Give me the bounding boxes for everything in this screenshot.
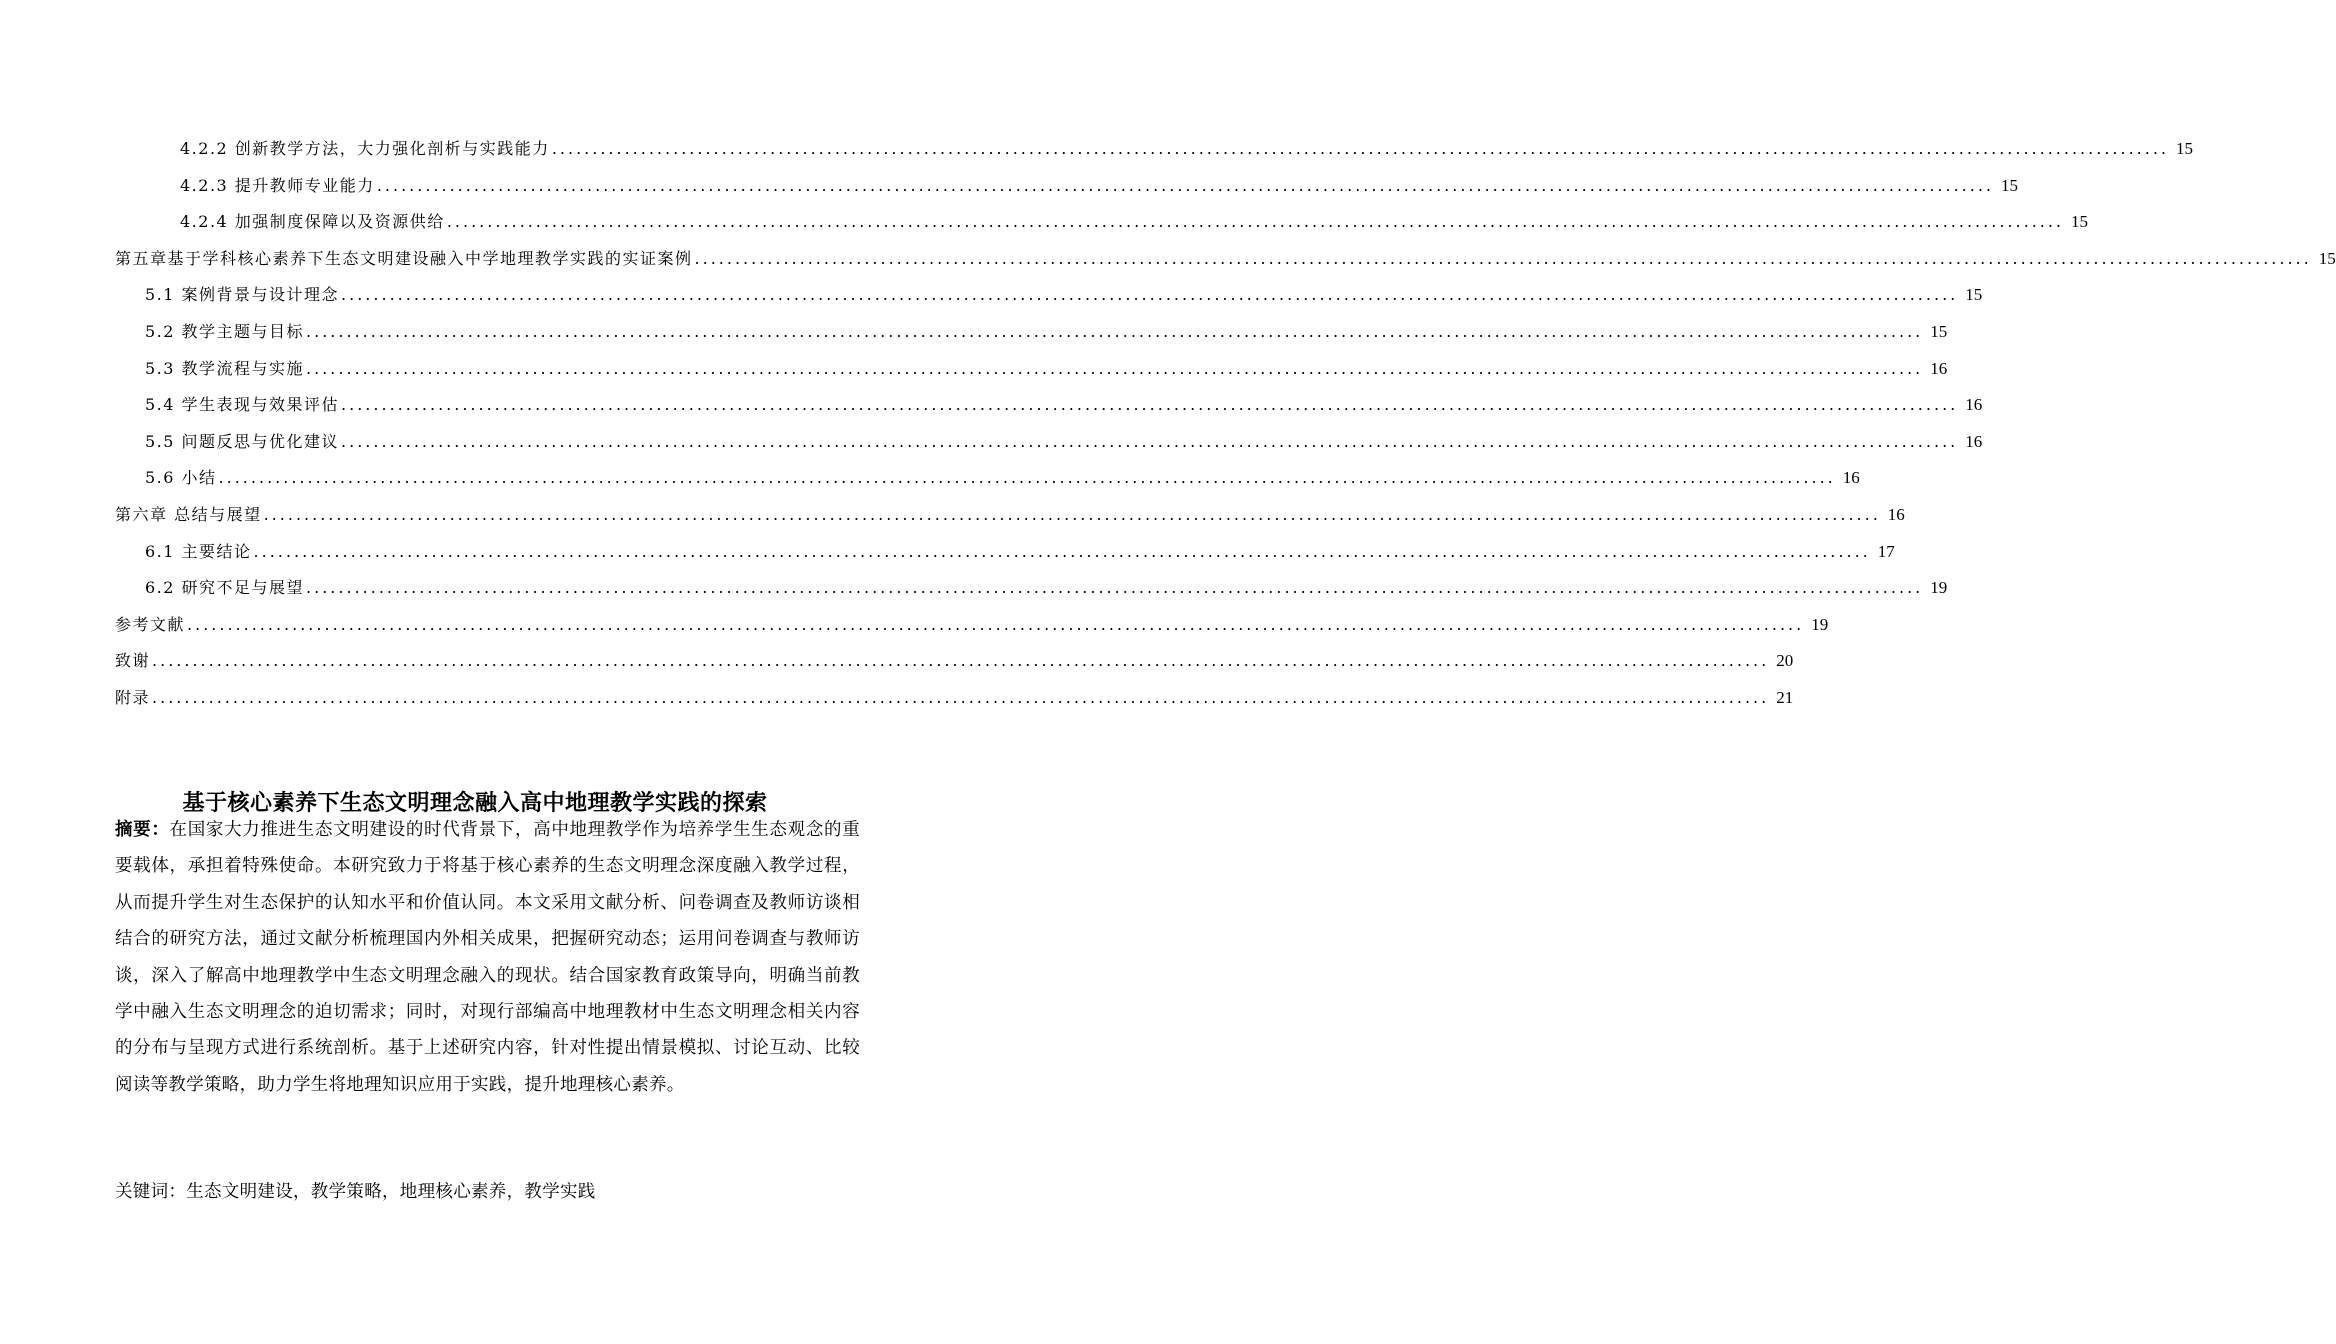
keywords-text: 生态文明建设，教学策略，地理核心素养，教学实践	[186, 1182, 596, 1202]
toc-entry-label: 5.4 学生表现与效果评估	[145, 395, 340, 415]
toc-entry-page-number: 16	[1965, 395, 1983, 415]
toc-leader-dots: ........................................................................................................................................................................................................	[218, 468, 1836, 488]
toc-entry-page-number: 20	[1776, 651, 1794, 671]
toc-entry[interactable]	[145, 539, 1895, 565]
toc-entry-label: 附录	[115, 688, 151, 707]
toc-leader-dots: ........................................................................................................................................................................................................	[694, 248, 2312, 268]
toc-entry-label: 4.2.3 提升教师专业能力	[180, 175, 375, 195]
toc-entry-page-number: 15	[2318, 248, 2336, 268]
toc-entry-label: 5.5 问题反思与优化建议	[145, 431, 340, 451]
toc-entry-label: 5.2 教学主题与目标	[145, 322, 305, 341]
toc-leader-dots: ........................................................................................................................................................................................................	[306, 322, 1924, 341]
toc-entry[interactable]	[115, 246, 2336, 272]
toc-entry-label: 4.2.4 加强制度保障以及资源供给	[180, 212, 445, 232]
toc-leader-dots: ........................................................................................................................................................................................................	[341, 431, 1959, 451]
toc-entry-label: 5.1 案例背景与设计理念	[145, 285, 340, 305]
toc-entry-label: 6.1 主要结论	[145, 541, 252, 561]
abstract-paragraph	[115, 812, 860, 1103]
toc-entry-label: 6.2 研究不足与展望	[145, 578, 305, 598]
toc-entry-page-number: 16	[1887, 505, 1905, 524]
toc-leader-dots: ........................................................................................................................................................................................................	[341, 395, 1959, 415]
toc-entry-label: 致谢	[115, 651, 151, 671]
toc-entry-page-number: 15	[2001, 175, 2018, 195]
toc-entry-page-number: 16	[1842, 468, 1860, 488]
toc-entry-label: 参考文献	[115, 614, 186, 634]
abstract-text: 在国家大力推进生态文明建设的时代背景下，高中地理教学作为培养学生生态观念的重要载体，承担着特殊使命。本研究致力于将基于核心素养的生态文明理念深度融入教学过程，从而提升学生对生态保护的认知水平和价值认同。本文采用文献分析、问卷调查及教师访谈相结合的研究方法，通过文献分析梳理国内外相关成果，把握研究动态；运用问卷调查与教师访谈，深入了解高中地理教学中生态文明理念融入的现状。结合国家教育政策导向，明确当前教学中融入生态文明理念的迫切需求；同时，对现行部编高中地理教材中生态文明理念相关内容的分布与呈现方式进行系统剖析。基于上述研究内容，针对性提出情景模拟、讨论互动、比较阅读等教学策略，助力学生将地理知识应用于实践，提升地理核心素养。	[115, 820, 860, 1095]
toc-leader-dots: ........................................................................................................................................................................................................	[376, 175, 1994, 195]
toc-entry-page-number: 15	[2071, 212, 2088, 232]
toc-entry-page-number: 15	[1965, 285, 1983, 305]
toc-leader-dots: ........................................................................................................................................................................................................	[187, 614, 1805, 634]
toc-entry-page-number: 21	[1776, 688, 1794, 707]
toc-entry[interactable]	[115, 648, 1794, 674]
toc-entry[interactable]	[145, 319, 1948, 345]
toc-leader-dots: ........................................................................................................................................................................................................	[551, 139, 2169, 158]
toc-entry[interactable]	[180, 136, 2193, 162]
toc-entry[interactable]	[180, 209, 2088, 235]
toc-entry[interactable]	[115, 502, 1905, 528]
toc-entry[interactable]	[145, 429, 1983, 455]
toc-entry[interactable]	[115, 612, 1829, 638]
toc-entry[interactable]	[180, 173, 2018, 199]
toc-entry[interactable]	[145, 465, 1860, 491]
toc-leader-dots: ........................................................................................................................................................................................................	[152, 651, 1770, 671]
toc-entry[interactable]	[145, 282, 1983, 308]
toc-entry-label: 5.6 小结	[145, 468, 217, 488]
toc-entry-label: 4.2.2 创新教学方法，大力强化剖析与实践能力	[180, 139, 550, 158]
toc-entry-label: 第五章基于学科核心素养下生态文明建设融入中学地理教学实践的实证案例	[115, 248, 693, 268]
toc-leader-dots: ........................................................................................................................................................................................................	[306, 358, 1924, 378]
toc-entry-page-number: 16	[1965, 431, 1983, 451]
toc-entry[interactable]	[145, 392, 1983, 418]
toc-entry-page-number: 19	[1930, 578, 1948, 598]
toc-entry[interactable]	[145, 356, 1948, 382]
toc-leader-dots: ........................................................................................................................................................................................................	[446, 212, 2064, 232]
toc-entry-page-number: 19	[1811, 614, 1829, 634]
toc-entry-page-number: 15	[1930, 322, 1948, 341]
toc-leader-dots: ........................................................................................................................................................................................................	[263, 505, 1881, 524]
keywords-heading: 关键词：	[115, 1182, 187, 1202]
toc-entry[interactable]	[115, 685, 1794, 711]
toc-entry-label: 5.3 教学流程与实施	[145, 358, 305, 378]
toc-entry[interactable]	[145, 575, 1948, 601]
toc-entry-page-number: 16	[1930, 358, 1948, 378]
toc-leader-dots: ........................................................................................................................................................................................................	[341, 285, 1959, 305]
toc-entry-label: 第六章 总结与展望	[115, 505, 262, 524]
keywords-line	[115, 1174, 860, 1210]
toc-leader-dots: ........................................................................................................................................................................................................	[152, 688, 1770, 707]
paper-title: 基于核心素养下生态文明理念融入高中地理教学实践的探索	[182, 791, 768, 816]
toc-entry-page-number: 17	[1877, 541, 1895, 561]
toc-leader-dots: ........................................................................................................................................................................................................	[306, 578, 1924, 598]
abstract-heading: 摘要：	[115, 820, 170, 840]
toc-entry-page-number: 15	[2176, 139, 2193, 158]
toc-leader-dots: ........................................................................................................................................................................................................	[253, 541, 1871, 561]
